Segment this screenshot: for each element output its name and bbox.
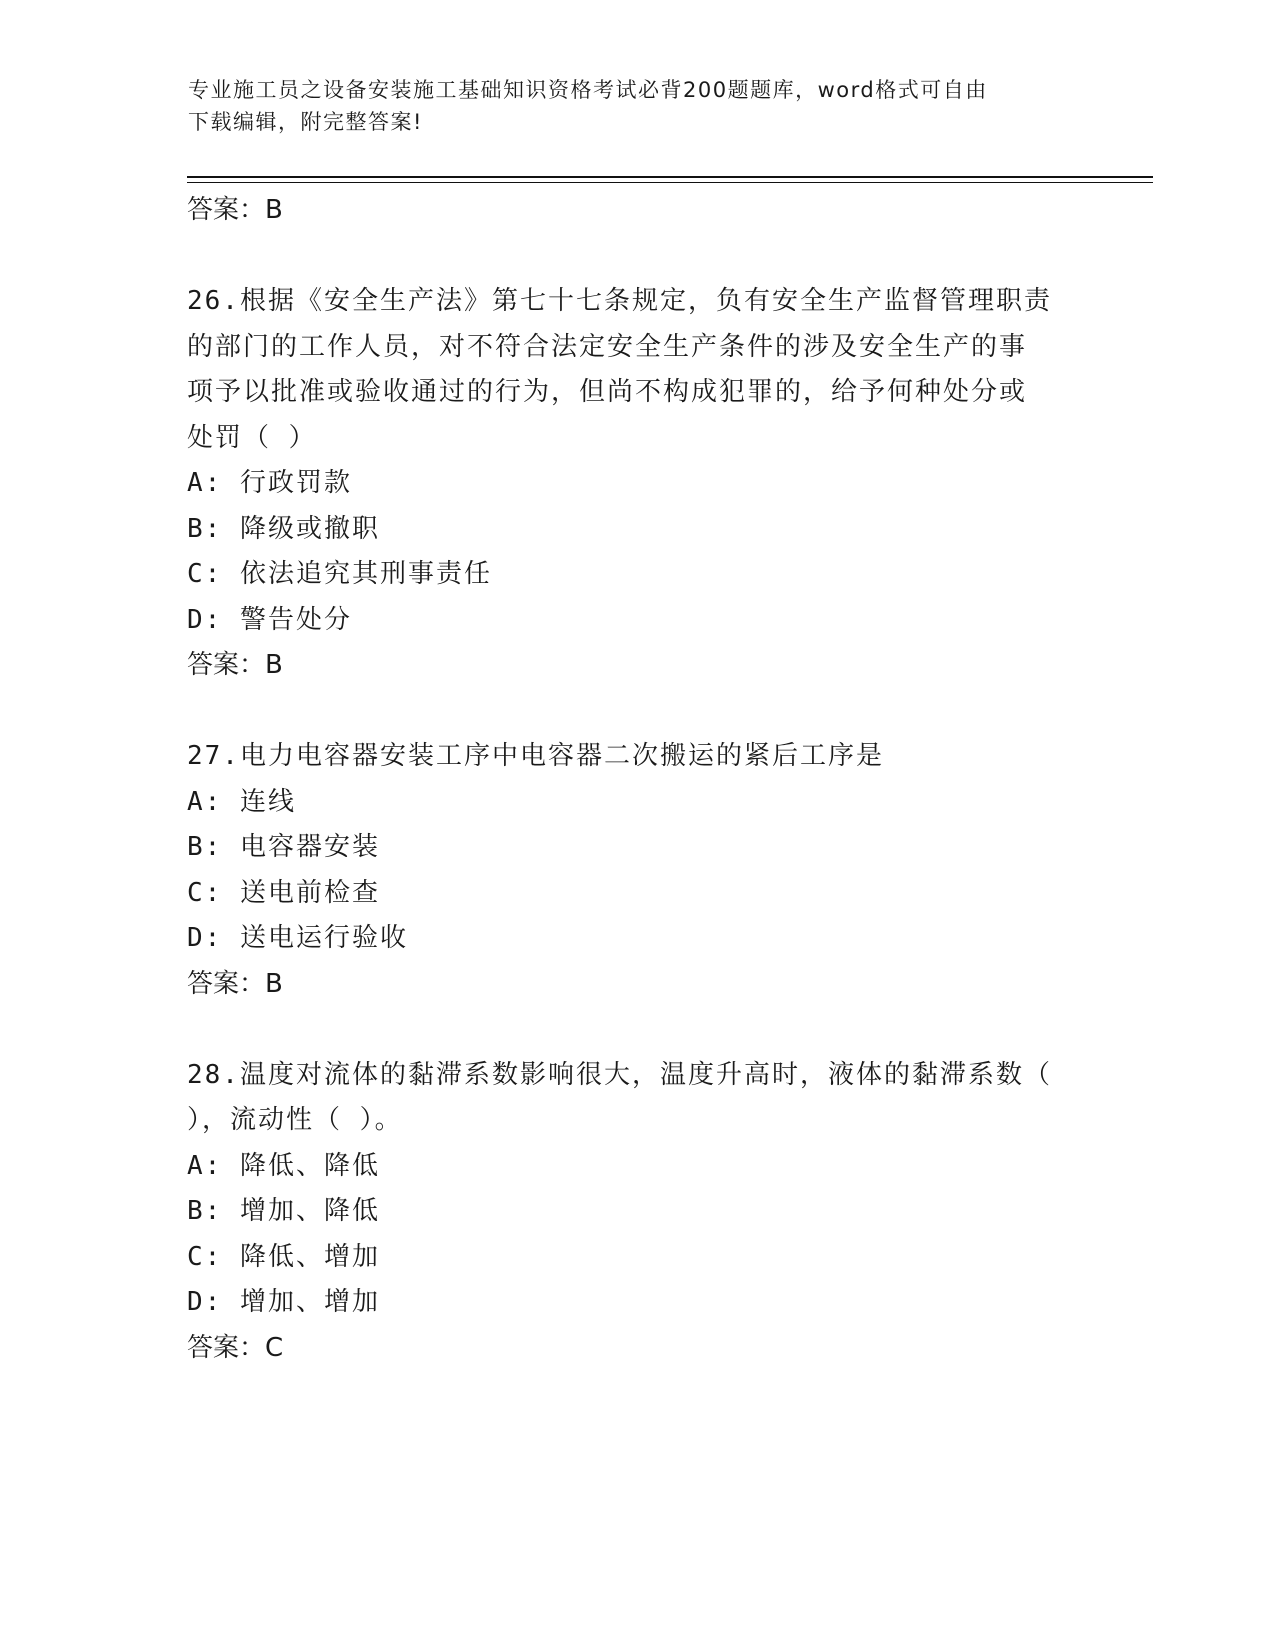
- option-b: B: 增加、降低: [187, 1196, 380, 1226]
- answer-line: 答案：B: [187, 968, 283, 999]
- spacer: [187, 1007, 1087, 1053]
- spacer: [187, 689, 1087, 735]
- questions-content: [187, 188, 1087, 1371]
- option-b: B: 电容器安装: [187, 832, 380, 862]
- question-text-line: 项予以批准或验收通过的行为，但尚不构成犯罪的，给予何种处分或: [187, 377, 1028, 407]
- question-block: [187, 279, 1087, 689]
- option-c: C: 降低、增加: [187, 1241, 380, 1272]
- question-text-line: ），流动性（ ）。: [187, 1105, 403, 1135]
- header-line-2: 下载编辑，附完整答案!: [188, 110, 423, 134]
- question-text-line: 26.根据《安全生产法》第七十七条规定，负有安全生产监督管理职责: [187, 286, 1052, 316]
- answer-line: 答案：C: [187, 1332, 284, 1363]
- option-c: C: 送电前检查: [187, 877, 380, 908]
- question-block: [187, 1053, 1087, 1372]
- option-a: A: 降低、降低: [187, 1150, 380, 1181]
- previous-answer: 答案：B: [187, 195, 283, 225]
- question-text-line: 27.电力电容器安装工序中电容器二次搬运的紧后工序是: [187, 741, 884, 771]
- header-line-1: 专业施工员之设备安装施工基础知识资格考试必背200题题库，word格式可自由: [188, 78, 988, 102]
- question-text-line: 的部门的工作人员，对不符合法定安全生产条件的涉及安全生产的事: [187, 331, 1028, 362]
- spacer: [187, 234, 1087, 280]
- option-d: D: 增加、增加: [187, 1287, 380, 1317]
- option-d: D: 警告处分: [187, 604, 352, 635]
- question-text-line: 处罚（ ）: [187, 422, 317, 453]
- header-rule-thin: [187, 182, 1153, 183]
- question-block: [187, 734, 1087, 1007]
- document-header: [188, 74, 1068, 138]
- header-rule-thick: [187, 176, 1153, 178]
- option-a: A: 连线: [187, 786, 296, 817]
- option-d: D: 送电运行验收: [187, 923, 408, 953]
- option-b: B: 降级或撤职: [187, 513, 380, 544]
- option-c: C: 依法追究其刑事责任: [187, 559, 492, 589]
- question-text-line: 28.温度对流体的黏滞系数影响很大，温度升高时，液体的黏滞系数（: [187, 1059, 1052, 1090]
- answer-line: 答案：B: [187, 650, 283, 680]
- option-a: A: 行政罚款: [187, 468, 352, 498]
